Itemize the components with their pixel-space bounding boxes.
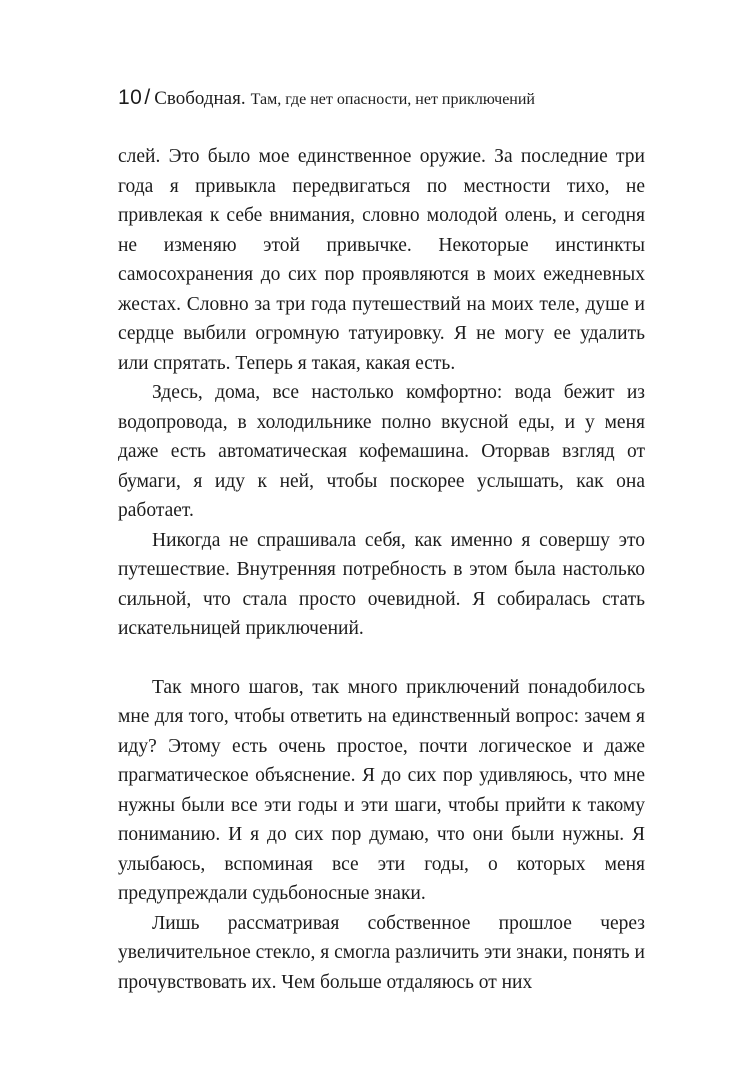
header-separator: /	[144, 86, 151, 109]
running-head	[118, 86, 638, 112]
page-number: 10	[118, 86, 143, 109]
section-break	[118, 644, 645, 673]
paragraph-continuation: слей. Это было мое единственное оружие. За последние три года я привыкла передвигаться по местности тихо, не привлекая к себе внимания, словно молодой олень, и сегодня не изменяю этой привычке. Некоторые инстинкты самосохранения до сих пор проявляются в моих ежедневных жестах. Словно за три года путешествий на моих теле, душе и сердце выбили огромную татуировку. Я не могу ее удалить или спрятать. Теперь я такая, какая есть.	[118, 146, 645, 374]
book-subtitle: Там, где нет опасности, нет приключений	[250, 91, 535, 108]
paragraph: Никогда не спрашивала себя, как именно я совершу это путешествие. Внутренняя потребность в этом была настолько сильной, что стала просто очевидной. Я собиралась стать искательницей приключений.	[118, 529, 645, 639]
paragraph: Так много шагов, так много приключений понадобилось мне для того, чтобы ответить на единственный вопрос: зачем я иду? Этому есть очень простое, почти логическое и даже прагматическое объяснение. Я до сих пор удивляюсь, что мне нужны были все эти годы и эти шаги, чтобы прийти к такому пониманию. И я до сих пор думаю, что они были нужны. Я улыбаюсь, вспоминая все эти годы, о которых меня предупреждали судьбоносные знаки.	[118, 676, 645, 904]
book-title: Свободная.	[154, 88, 246, 109]
body-text	[118, 142, 645, 997]
paragraph: Здесь, дома, все настолько комфортно: вода бежит из водопровода, в холодильнике полно вкусной еды, и у меня даже есть автоматическая кофемашина. Оторвав взгляд от бумаги, я иду к ней, чтобы поскорее услышать, как она работает.	[118, 382, 645, 521]
paragraph: Лишь рассматривая собственное прошлое через увеличительное стекло, я смогла различить эти знаки, понять и прочувствовать их. Чем больше отдаляюсь от них	[118, 912, 645, 993]
